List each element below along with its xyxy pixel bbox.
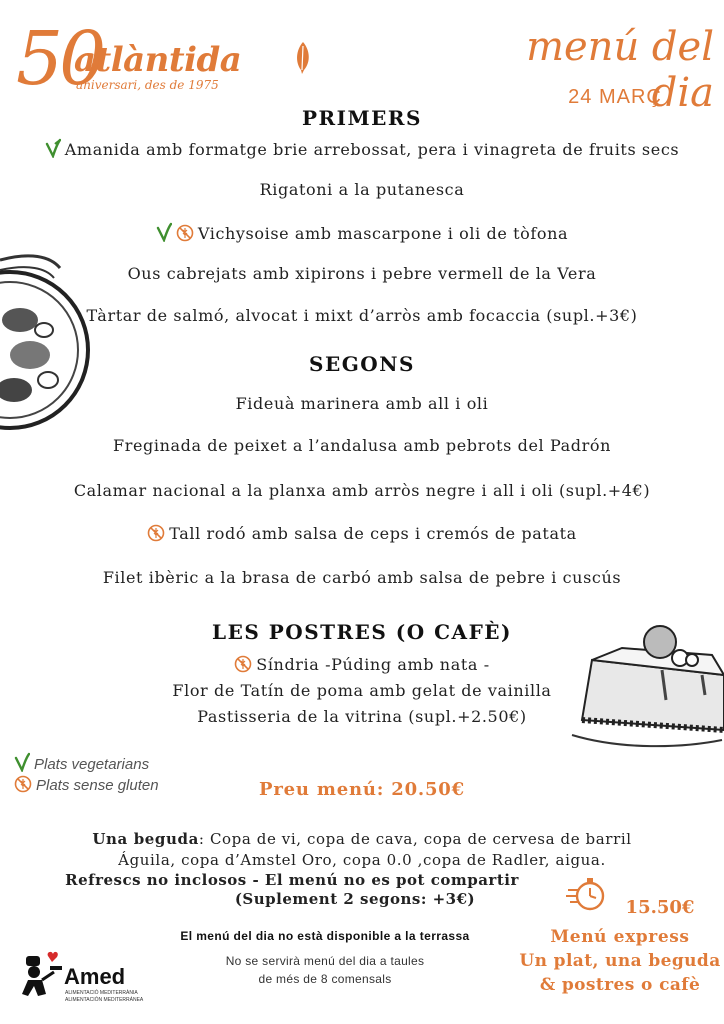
legend-vegetarian (14, 752, 149, 773)
quill-icon (292, 40, 314, 76)
express-line-2: & postres o cafè (539, 975, 701, 995)
express-title: Menú express (550, 927, 690, 947)
drinks-line-4: (Suplement 2 segons: +3€) (234, 890, 476, 908)
chef-figure-icon (20, 950, 66, 1000)
primers-item-3-label: Vichysoise amb mascarpone i oli de tòfona (197, 224, 569, 243)
menu-date: 24 MARÇ (568, 86, 662, 108)
legend-vegetarian-label: Plats vegetarians (34, 756, 150, 773)
tables-notice-line-2: de més de 8 comensals (258, 972, 392, 986)
menu-title: menú del dia (526, 24, 714, 116)
amed-sub-1: ALIMENTACIÓ MEDITERRÀNIA (65, 990, 138, 996)
segons-item-5: Filet ibèric a la brasa de carbó amb salsa de pebre i cuscús (102, 568, 622, 587)
drinks-line-2: Águila, copa d’Amstel Oro, copa 0.0 ,copa de Radler, aigua. (118, 851, 606, 869)
express-price: 15.50€ (625, 897, 695, 918)
drinks-line-1 (0, 830, 724, 848)
stopwatch-icon (566, 876, 606, 914)
segons-item-4 (0, 524, 724, 543)
section-title-postres: LES POSTRES (O CAFÈ) (212, 620, 512, 644)
express-line-1: Un plat, una beguda (519, 951, 721, 971)
amed-sub-2: ALIMENTACIÓN MEDITERRÁNEA (65, 997, 144, 1003)
drinks-line-3: Refrescs no inclosos - El menú no es pot compartir (65, 871, 519, 889)
menu-price: Preu menú: 20.50€ (259, 779, 465, 800)
gluten-free-icon (176, 224, 194, 242)
tables-notice-line-1: No se servirà menú del dia a taules (225, 954, 425, 968)
segons-item-4-label: Tall rodó amb salsa de ceps i cremós de patata (169, 524, 577, 543)
primers-item-1-label: Amanida amb formatge brie arrebossat, pera i vinagreta de fruits secs (64, 140, 680, 159)
primers-item-3 (0, 222, 724, 243)
amed-logo (20, 950, 150, 1010)
segons-item-3: Calamar nacional a la planxa amb arròs negre i all i oli (supl.+4€) (73, 481, 651, 500)
primers-item-1 (0, 138, 724, 159)
vegetarian-icon (45, 138, 61, 158)
primers-item-5: Tàrtar de salmó, alvocat i mixt d’arròs amb focaccia (supl.+3€) (86, 306, 638, 325)
logo-number: 50 (16, 16, 103, 102)
primers-item-2: Rigatoni a la putanesca (259, 180, 465, 199)
postres-line-3: Pastisseria de la vitrina (supl.+2.50€) (197, 707, 527, 726)
drinks-bold-label: Una beguda (92, 830, 199, 848)
segons-item-1: Fideuà marinera amb all i oli (235, 394, 489, 413)
gluten-free-icon (147, 524, 165, 542)
legend-gluten-free-label: Plats sense gluten (36, 777, 159, 794)
vegetarian-icon (14, 752, 30, 772)
vegetarian-icon (156, 222, 172, 242)
gluten-free-icon (234, 655, 252, 673)
primers-item-4: Ous cabrejats amb xipirons i pebre vermell de la Vera (127, 264, 597, 283)
section-title-primers: PRIMERS (302, 106, 422, 130)
brand-logo (16, 16, 316, 112)
section-title-segons: SEGONS (309, 352, 415, 376)
amed-name: Amed (64, 964, 126, 989)
logo-brand: atlàntida (74, 40, 242, 80)
logo-tagline: aniversari, des de 1975 (76, 78, 219, 92)
terrace-notice: El menú del dia no està disponible a la terrassa (180, 929, 470, 943)
drinks-line-1-rest: : Copa de vi, copa de cava, copa de cervesa de barril (198, 830, 632, 848)
segons-item-2: Freginada de peixet a l’andalusa amb pebrots del Padrón (113, 436, 611, 455)
postres-line-1-label: Síndria -Púding amb nata - (256, 655, 490, 674)
postres-line-1 (0, 655, 724, 674)
postres-line-2: Flor de Tatín de poma amb gelat de vainilla (172, 681, 552, 700)
